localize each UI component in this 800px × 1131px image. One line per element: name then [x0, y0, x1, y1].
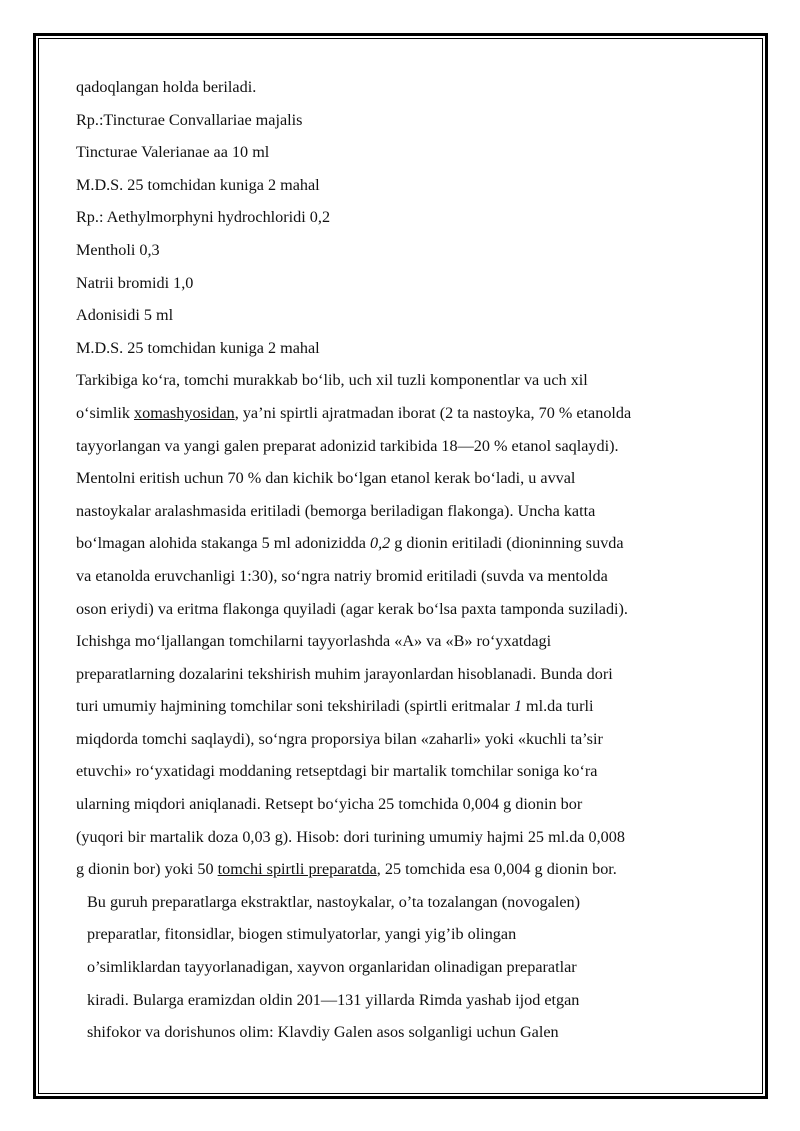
- text-line: ularning miqdori aniqlanadi. Retsept bo‘yicha 25 tomchida 0,004 g dionin bor: [76, 795, 583, 814]
- text-run: , 25 tomchida esa 0,004 g dionin bor.: [376, 860, 617, 879]
- text-line: Rp.: Aethylmorphyni hydrochloridi 0,2: [76, 208, 331, 227]
- italic-number: 0,2: [369, 534, 391, 553]
- text-line: Adonisidi 5 ml: [76, 306, 174, 325]
- text-line: Mentholi 0,3: [76, 240, 160, 259]
- text-run: ml.da turli: [521, 697, 594, 716]
- text-line: (yuqori bir martalik doza 0,03 g). Hisob: dori turining umumiy hajmi 25 ml.da 0,008: [76, 827, 625, 846]
- text-line: tayyorlangan va yangi galen preparat adonizid tarkibida 18—20 % etanol saqlaydi).: [76, 436, 619, 455]
- text-line: [76, 527, 736, 560]
- indented-text-line: preparatlar, fitonsidlar, biogen stimulyatorlar, yangi yig’ib olingan: [87, 925, 517, 944]
- document-body: [76, 71, 736, 1049]
- indented-text-line: shifokor va dorishunos olim: Klavdiy Galen asos solganligi uchun Galen: [87, 1023, 559, 1042]
- text-line: Tarkibiga ko‘ra, tomchi murakkab bo‘lib, uch xil tuzli komponentlar va uch xil: [76, 371, 588, 390]
- text-run: o‘simlik: [76, 403, 135, 422]
- text-line: qadoqlangan holda beriladi.: [76, 78, 257, 96]
- text-line: oson eriydi) va eritma flakonga quyiladi (agar kerak bo‘lsa paxta tamponda suziladi).: [76, 599, 628, 618]
- text-line: nastoykalar aralashmasida eritiladi (bemorga beriladigan flakonga). Uncha katta: [76, 501, 596, 520]
- text-line: miqdorda tomchi saqlaydi), so‘ngra proporsiya bilan «zaharli» yoki «kuchli ta’sir: [76, 729, 603, 748]
- italic-number: 1: [513, 697, 522, 716]
- text-line: [76, 853, 736, 886]
- text-line: Natrii bromidi 1,0: [76, 273, 194, 292]
- text-run: g dionin eritiladi (dioninning suvda: [390, 534, 624, 553]
- text-line: M.D.S. 25 tomchidan kuniga 2 mahal: [76, 338, 320, 357]
- text-line: preparatlarning dozalarini tekshirish muhim jarayonlardan hisoblanadi. Bunda dori: [76, 664, 613, 683]
- indented-text-line: o’simliklardan tayyorlanadigan, xayvon organlaridan olinadigan preparatlar: [87, 958, 577, 977]
- text-line: [76, 397, 736, 430]
- indented-text-line: Bu guruh preparatlarga ekstraktlar, nastoykalar, o’ta tozalangan (novogalen): [87, 892, 580, 911]
- text-run: bo‘lmagan alohida stakanga 5 ml adonizidda: [76, 534, 370, 553]
- underlined-term: tomchi spirtli preparatda: [217, 860, 377, 879]
- text-run: turi umumiy hajmining tomchilar soni tekshiriladi (spirtli eritmalar: [76, 697, 514, 716]
- text-line: Tincturae Valerianae aa 10 ml: [76, 143, 270, 162]
- text-run: , ya’ni spirtli ajratmadan iborat (2 ta nastoyka, 70 % etanolda: [234, 403, 632, 422]
- indented-text-line: kiradi. Bulargа eramizdan oldin 201—131 yillarda Rimda yashab ijod etgan: [87, 990, 580, 1009]
- text-line: Rp.:Tincturae Convallariae majalis: [76, 110, 303, 129]
- text-run: g dionin bor) yoki 50: [76, 860, 218, 879]
- text-line: [76, 690, 736, 723]
- text-line: va etanolda eruvchanligi 1:30), so‘ngra natriy bromid eritiladi (suvda va mentolda: [76, 566, 608, 585]
- text-line: M.D.S. 25 tomchidan kuniga 2 mahal: [76, 175, 320, 194]
- underlined-term: xomashyosidan: [134, 403, 235, 422]
- text-line: Mentolni eritish uchun 70 % dan kichik bo‘lgan etanol kerak bo‘ladi, u avval: [76, 469, 576, 488]
- text-line: etuvchi» ro‘yxatidagi moddaning retseptdagi bir martalik tomchilar soniga ko‘ra: [76, 762, 598, 781]
- text-line: Ichishga mo‘ljallangan tomchilarni tayyorlashda «A» va «B» ro‘yxatdagi: [76, 632, 552, 651]
